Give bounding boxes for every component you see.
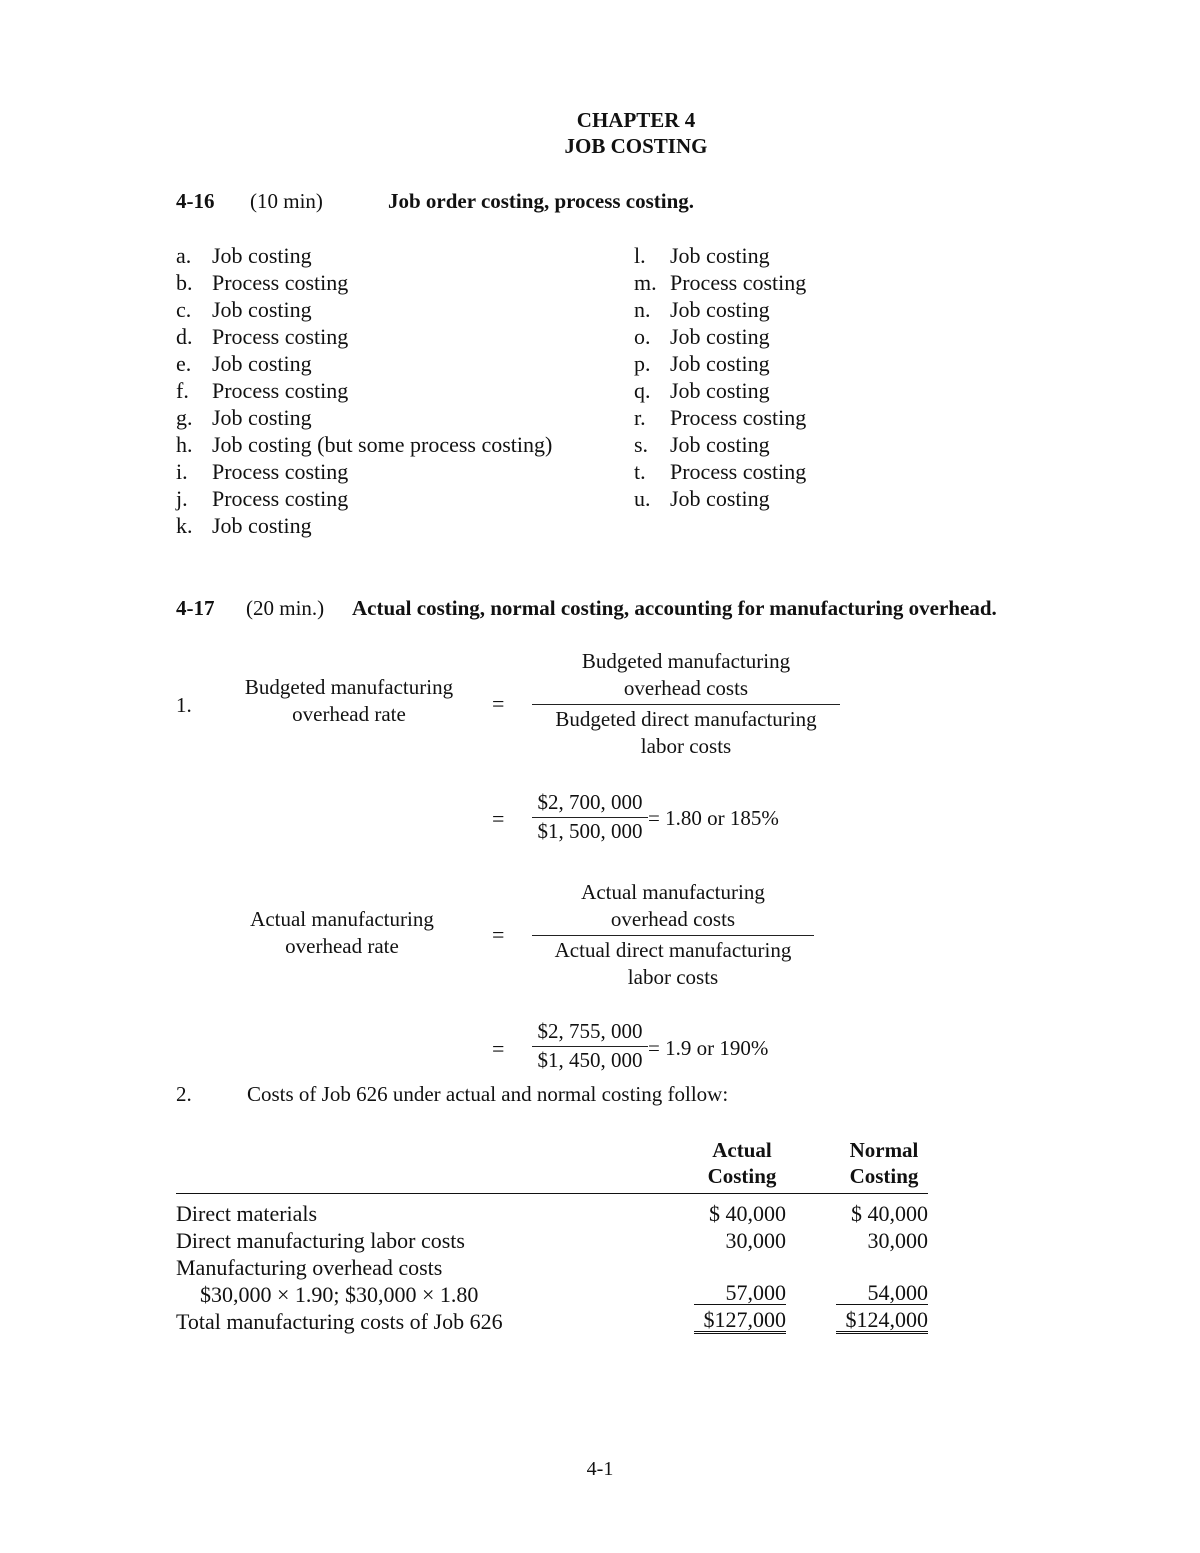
list-item-letter: h. — [176, 432, 193, 457]
list-item-letter: p. — [634, 351, 651, 376]
list-item-letter: f. — [176, 378, 189, 403]
list-item — [634, 485, 770, 512]
table-cell-normal: 30,000 — [867, 1228, 928, 1253]
list-item-letter: n. — [634, 297, 651, 322]
list-item-letter: u. — [634, 486, 651, 511]
list-item — [176, 323, 348, 350]
list-item-text: Job costing — [212, 513, 312, 538]
list-item-text: Job costing — [670, 378, 770, 403]
list-item-text: Job costing — [212, 405, 312, 430]
table-cell-actual: 30,000 — [725, 1228, 786, 1253]
list-item — [634, 458, 806, 485]
equals-sign: = — [492, 806, 505, 831]
part-2-label: 2. — [176, 1082, 192, 1106]
budgeted-result: = 1.80 or 185% — [648, 806, 779, 830]
list-item-text: Job costing — [212, 351, 312, 376]
list-item-text: Job costing — [670, 324, 770, 349]
equals-sign: = — [492, 691, 505, 716]
list-item-letter: d. — [176, 324, 193, 349]
list-item-letter: r. — [634, 405, 646, 430]
list-item — [176, 296, 312, 323]
page-number: 4-1 — [586, 1458, 614, 1480]
list-item-letter: i. — [176, 459, 188, 484]
list-item — [176, 242, 312, 269]
problem-17-number: 4-17 — [176, 596, 215, 620]
list-item-text: Job costing — [670, 351, 770, 376]
list-item — [634, 404, 806, 431]
list-item-letter: q. — [634, 378, 651, 403]
chapter-heading: CHAPTER 4 — [576, 108, 696, 132]
table-header-rule — [176, 1193, 928, 1194]
problem-16-number: 4-16 — [176, 189, 215, 213]
budgeted-calc-fraction: $2, 700, 000 $1, 500, 000 — [532, 787, 648, 846]
list-item-text: Job costing — [670, 297, 770, 322]
list-item-text: Process costing — [670, 270, 807, 295]
normal-costing-header: Normal Costing — [849, 1138, 919, 1188]
list-item — [634, 296, 770, 323]
actual-rate-label: Actual manufacturing overhead rate — [250, 907, 434, 958]
problem-16-time: (10 min) — [250, 189, 323, 213]
list-item-text: Process costing — [212, 270, 349, 295]
list-item-letter: j. — [176, 486, 188, 511]
list-item — [176, 377, 348, 404]
table-cell-normal: 54,000 — [836, 1282, 928, 1305]
list-item-text: Job costing (but some process costing) — [212, 432, 553, 457]
list-item — [634, 350, 770, 377]
list-item — [176, 512, 312, 539]
list-item — [634, 377, 770, 404]
table-row-label: Direct materials — [176, 1201, 318, 1226]
list-item — [176, 350, 312, 377]
list-item-text: Process costing — [670, 405, 807, 430]
list-item-text: Job costing — [670, 432, 770, 457]
list-item-letter: k. — [176, 513, 193, 538]
list-item-text: Process costing — [212, 459, 349, 484]
table-cell-actual: $127,000 — [694, 1309, 786, 1334]
list-item-text: Process costing — [670, 459, 807, 484]
list-item — [176, 431, 552, 458]
table-row-label: $30,000 × 1.90; $30,000 × 1.80 — [200, 1282, 479, 1307]
table-row-label: Total manufacturing costs of Job 626 — [176, 1309, 503, 1334]
problem-16-title: Job order costing, process costing. — [388, 189, 695, 213]
equals-sign: = — [492, 1036, 505, 1061]
list-item — [176, 404, 312, 431]
table-cell-actual: $ 40,000 — [709, 1201, 786, 1226]
list-item-letter: t. — [634, 459, 646, 484]
list-item-letter: c. — [176, 297, 192, 322]
problem-17-title: Actual costing, normal costing, accounting for manufacturing overhead. — [352, 596, 997, 620]
list-item-letter: l. — [634, 243, 646, 268]
chapter-title: JOB COSTING — [564, 134, 708, 158]
table-cell-actual: 57,000 — [694, 1282, 786, 1305]
list-item — [634, 269, 806, 296]
budgeted-rate-fraction: Budgeted manufacturing overhead costs Budgeted direct manufacturing labor costs — [532, 648, 840, 760]
list-item-text: Job costing — [670, 486, 770, 511]
list-item-text: Job costing — [670, 243, 770, 268]
problem-17-time: (20 min.) — [246, 596, 325, 620]
actual-costing-header: Actual Costing — [707, 1138, 777, 1188]
list-item-text: Job costing — [212, 297, 312, 322]
list-item-letter: b. — [176, 270, 193, 295]
table-cell-normal: $ 40,000 — [851, 1201, 928, 1226]
list-item-text: Job costing — [212, 243, 312, 268]
list-item-letter: o. — [634, 324, 651, 349]
list-item — [634, 242, 770, 269]
actual-result: = 1.9 or 190% — [648, 1036, 769, 1060]
table-row-label: Direct manufacturing labor costs — [176, 1228, 465, 1253]
list-item — [176, 269, 348, 296]
list-item — [634, 431, 770, 458]
list-item-letter: s. — [634, 432, 649, 457]
actual-calc-fraction: $2, 755, 000 $1, 450, 000 — [532, 1016, 648, 1075]
list-item-letter: a. — [176, 243, 192, 268]
table-row-label: Manufacturing overhead costs — [176, 1255, 443, 1280]
budgeted-rate-label: Budgeted manufacturing overhead rate — [244, 675, 454, 726]
part-1-label: 1. — [176, 693, 192, 717]
table-cell-normal: $124,000 — [836, 1309, 928, 1334]
list-item — [634, 323, 770, 350]
actual-rate-fraction: Actual manufacturing overhead costs Actual direct manufacturing labor costs — [532, 879, 814, 991]
list-item-text: Process costing — [212, 486, 349, 511]
part-2-intro: Costs of Job 626 under actual and normal costing follow: — [247, 1082, 729, 1106]
equals-sign: = — [492, 922, 505, 947]
list-item-text: Process costing — [212, 324, 349, 349]
list-item-letter: e. — [176, 351, 192, 376]
list-item-letter: g. — [176, 405, 193, 430]
list-item — [176, 485, 348, 512]
list-item-text: Process costing — [212, 378, 349, 403]
list-item-letter: m. — [634, 270, 657, 295]
list-item — [176, 458, 348, 485]
